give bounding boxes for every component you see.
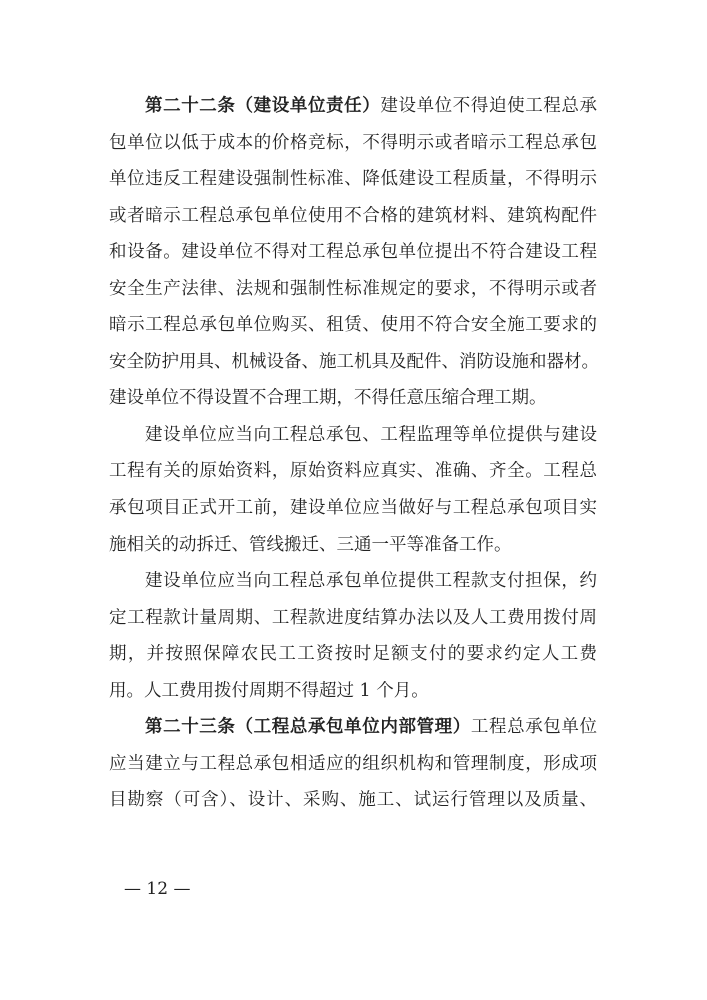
- article-22-paragraph-1: [109, 88, 597, 417]
- article-23-paragraph-1: [109, 709, 597, 819]
- article-number: 第二十二条: [145, 96, 236, 116]
- text-line: 期，并按照保障农民工工资按时足额支付的要求约定人工费: [109, 644, 597, 665]
- text-line: 用。人工费用拨付周期不得超过 1 个月。: [109, 680, 429, 701]
- article-title: （建设单位责任）: [235, 96, 381, 116]
- text-line: [109, 709, 597, 746]
- text-line: 暗示工程总承包单位购买、租赁、使用不符合安全施工要求的: [109, 315, 597, 336]
- text-line: 或者暗示工程总承包单位使用不合格的建筑材料、建筑构配件: [109, 205, 597, 226]
- text-line: 建设单位应当向工程总承包、工程监理等单位提供与建设: [145, 424, 597, 445]
- article-22-paragraph-3: [109, 563, 597, 709]
- text-line: [109, 88, 597, 125]
- article-23: [109, 709, 597, 819]
- text-run: 建设单位不得迫使工程总承: [380, 96, 598, 116]
- article-22: [109, 88, 597, 709]
- document-body: [109, 88, 597, 819]
- text-line: 应当建立与工程总承包相适应的组织机构和管理制度，形成项: [109, 753, 597, 774]
- text-line: 包单位以低于成本的价格竞标，不得明示或者暗示工程总承包: [109, 132, 597, 153]
- text-line: 定工程款计量周期、工程款进度结算办法以及人工费用拨付周: [109, 607, 597, 628]
- article-title: （工程总承包单位内部管理）: [235, 717, 471, 738]
- page-number: — 12 —: [124, 879, 191, 899]
- text-line: 安全生产法律、法规和强制性标准规定的要求，不得明示或者: [109, 278, 597, 299]
- text-line: 目勘察（可含）、设计、采购、施工、试运行管理以及质量、: [109, 790, 597, 811]
- text-line: 建设单位应当向工程总承包单位提供工程款支付担保，约: [145, 571, 597, 592]
- text-line: 安全防护用具、机械设备、施工机具及配件、消防设施和器材。: [109, 351, 599, 372]
- article-23-heading: [145, 717, 471, 737]
- text-line: 工程有关的原始资料，原始资料应真实、准确、齐全。工程总: [109, 461, 597, 482]
- article-22-paragraph-2: [109, 417, 597, 563]
- article-number: 第二十三条: [145, 717, 236, 738]
- article-22-heading: [145, 96, 380, 116]
- text-run: 工程总承包单位: [470, 717, 598, 738]
- text-line: 建设单位不得设置不合理工期，不得任意压缩合理工期。: [109, 388, 547, 409]
- text-line: 和设备。建设单位不得对工程总承包单位提出不符合建设工程: [109, 242, 597, 263]
- text-line: 施相关的动拆迁、管线搬迁、三通一平等准备工作。: [109, 534, 512, 555]
- text-line: 单位违反工程建设强制性标准、降低建设工程质量，不得明示: [109, 169, 597, 190]
- text-line: 承包项目正式开工前，建设单位应当做好与工程总承包项目实: [109, 498, 597, 519]
